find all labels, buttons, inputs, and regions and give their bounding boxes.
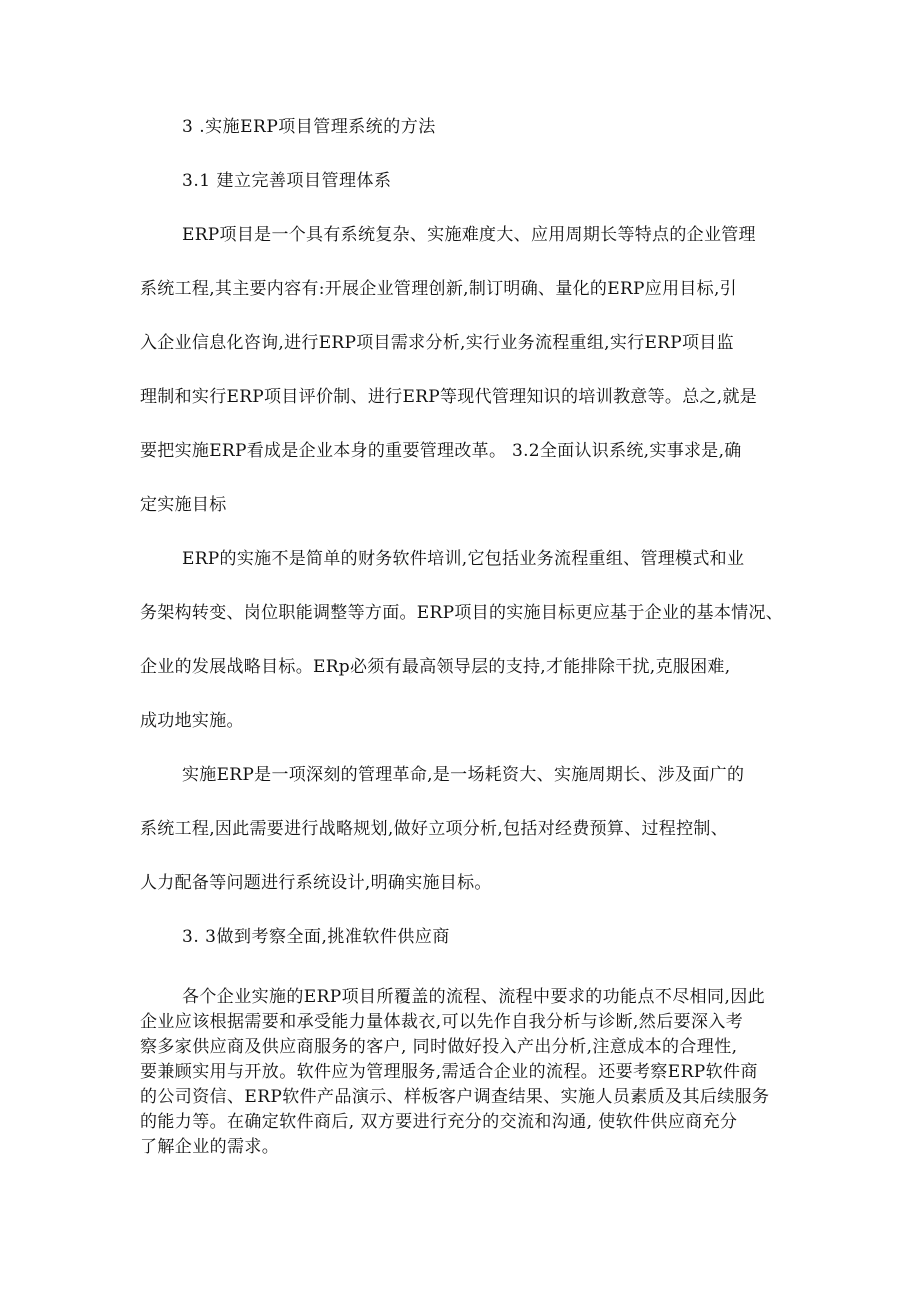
subsection-heading-3-3: 3. 3做到考察全面,挑准软件供应商 <box>182 927 450 947</box>
paragraph-line: 入企业信息化咨询,进行ERP项目需求分析,实行业务流程重组,实行ERP项目监 <box>140 333 734 353</box>
paragraph-line: 察多家供应商及供应商服务的客户, 同时做好投入产出分析,注意成本的合理性, <box>140 1037 738 1057</box>
paragraph-line: 企业应该根据需要和承受能力量体裁衣,可以先作自我分析与诊断,然后要深入考 <box>140 1012 744 1032</box>
paragraph-line: 企业的发展战略目标。ERp必须有最高领导层的支持,才能排除干扰,克服困难, <box>140 657 731 677</box>
paragraph-line: 成功地实施。 <box>140 711 244 731</box>
paragraph-line: 定实施目标 <box>140 495 227 515</box>
paragraph-line: 要兼顾实用与开放。软件应为管理服务,需适合企业的流程。还要考察ERP软件商 <box>140 1062 758 1082</box>
paragraph-line: 实施ERP是一项深刻的管理革命,是一场耗资大、实施周期长、涉及面广的 <box>182 765 745 785</box>
paragraph-line: 的公司资信、ERP软件产品演示、样板客户调查结果、实施人员素质及其后续服务 <box>140 1087 770 1107</box>
paragraph-line: 系统工程,其主要内容有:开展企业管理创新,制订明确、量化的ERP应用目标,引 <box>140 279 737 299</box>
section-heading-3: 3 .实施ERP项目管理系统的方法 <box>182 117 436 137</box>
paragraph-line: 人力配备等问题进行系统设计,明确实施目标。 <box>140 873 492 893</box>
paragraph-line: 各个企业实施的ERP项目所覆盖的流程、流程中要求的功能点不尽相同,因此 <box>182 987 766 1007</box>
paragraph-line: 要把实施ERP看成是企业本身的重要管理改革。 3.2全面认识系统,实事求是,确 <box>140 441 742 461</box>
paragraph-line: 了解企业的需求。 <box>140 1137 280 1157</box>
paragraph-line: 的能力等。在确定软件商后, 双方要进行充分的交流和沟通, 使软件供应商充分 <box>140 1112 738 1132</box>
paragraph-line: 系统工程,因此需要进行战略规划,做好立项分析,包括对经费预算、过程控制、 <box>140 819 729 839</box>
paragraph-line: 务架构转变、岗位职能调整等方面。ERP项目的实施目标更应基于企业的基本情况、 <box>140 603 784 623</box>
paragraph-line: ERP项目是一个具有系统复杂、实施难度大、应用周期长等特点的企业管理 <box>182 225 756 245</box>
subsection-heading-3-1: 3.1 建立完善项目管理体系 <box>182 171 392 191</box>
paragraph-line: ERP的实施不是简单的财务软件培训,它包括业务流程重组、管理模式和业 <box>182 549 745 569</box>
paragraph-line: 理制和实行ERP项目评价制、进行ERP等现代管理知识的培训教意等。总之,就是 <box>140 387 758 407</box>
